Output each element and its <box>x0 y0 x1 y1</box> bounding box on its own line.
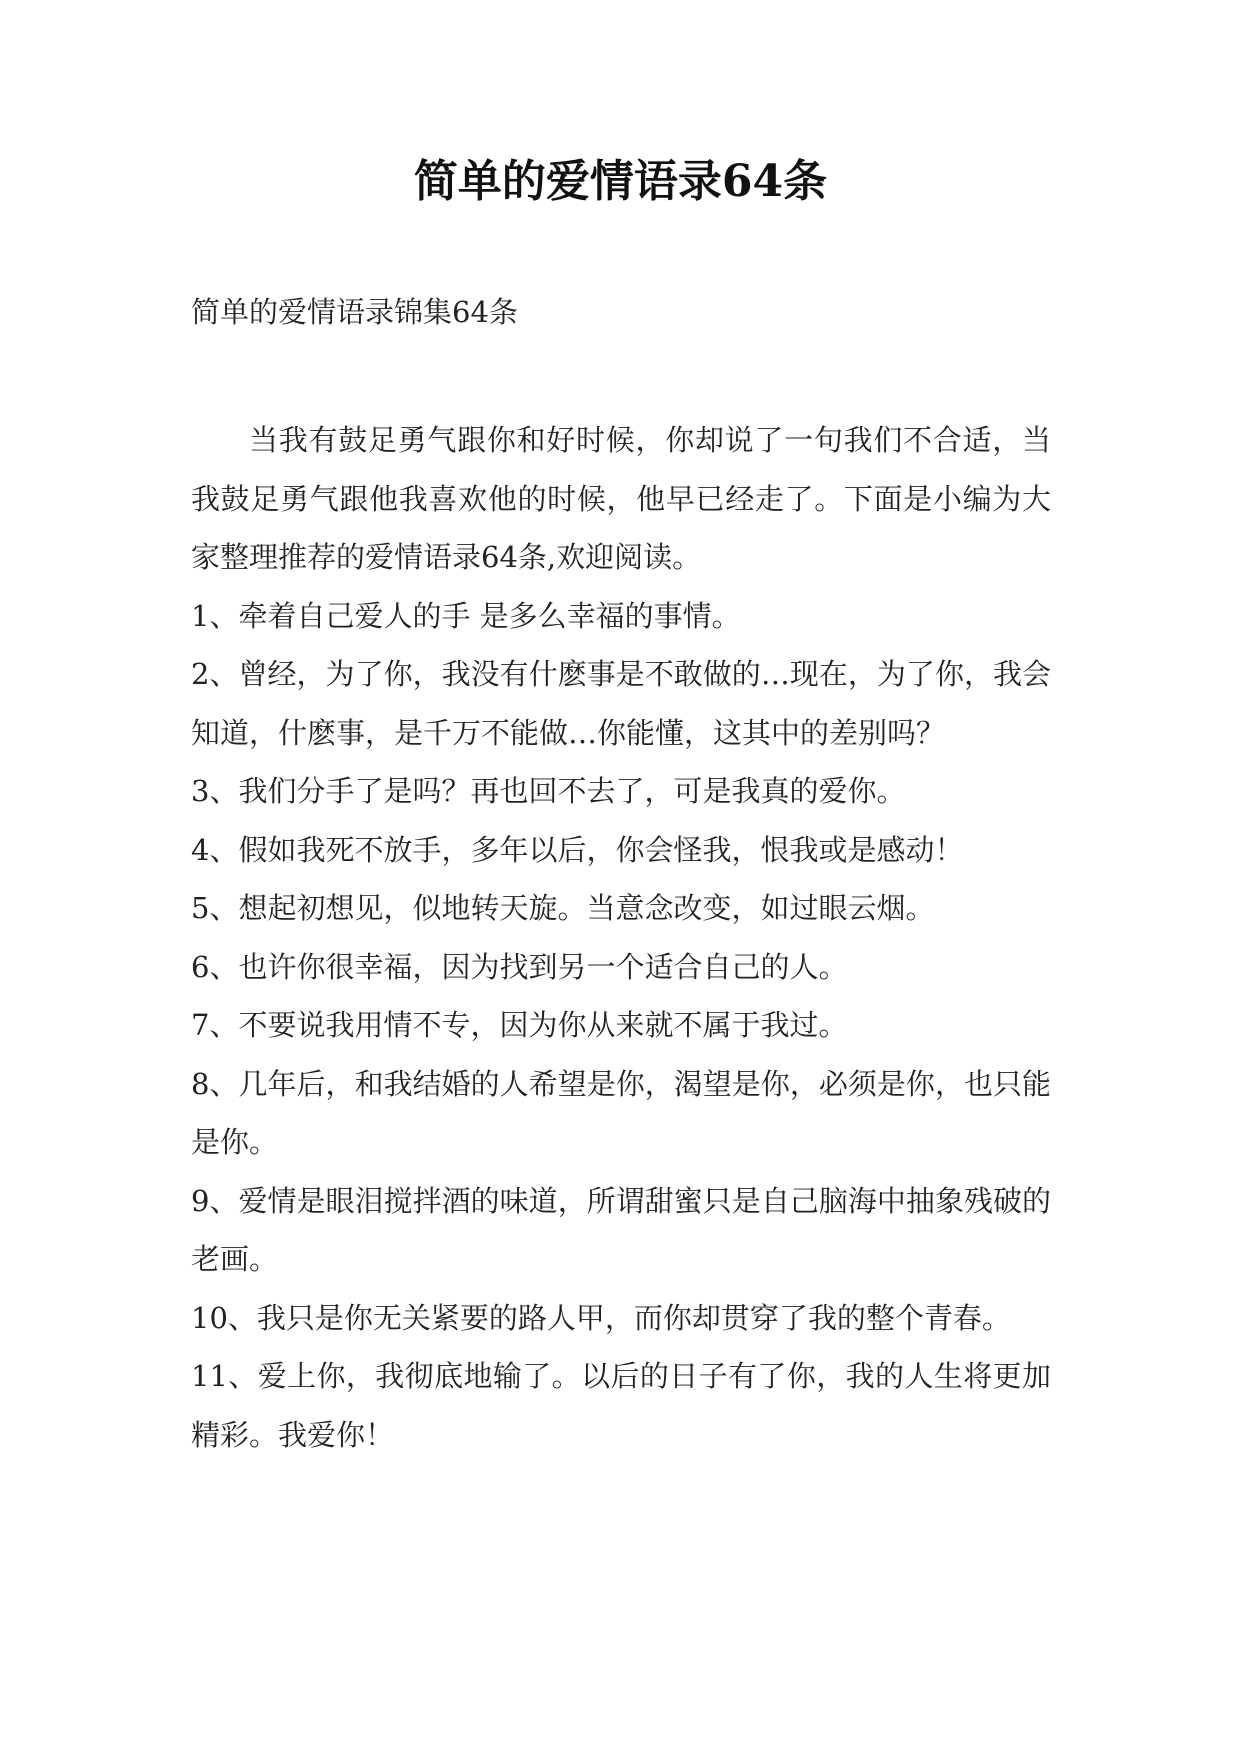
document-title: 简单的爱情语录64条 <box>413 156 828 207</box>
intro-paragraph: 当我有鼓足勇气跟你和好时候，你却说了一句我们不合适，当我鼓足勇气跟他我喜欢他的时候，他早已经走了。下面是小编为大家整理推荐的爱情语录64条,欢迎阅读。 <box>191 423 1051 574</box>
list-item-9: 9、爱情是眼泪搅拌酒的味道，所谓甜蜜只是自己脑海中抽象残破的老画。 <box>191 1183 1051 1276</box>
list-item-3: 3、我们分手了是吗？再也回不去了，可是我真的爱你。 <box>191 774 906 808</box>
document-subtitle: 简单的爱情语录锦集64条 <box>191 295 518 329</box>
list-item-6: 6、也许你很幸福，因为找到另一个适合自己的人。 <box>191 949 848 984</box>
list-item-5: 5、想起初想见，似地转天旋。当意念改变，如过眼云烟。 <box>191 891 935 925</box>
list-item-1: 1、牵着自己爱人的手 是多么幸福的事情。 <box>191 598 741 633</box>
list-item-10: 10、我只是你无关紧要的路人甲，而你却贯穿了我的整个青春。 <box>191 1300 1011 1335</box>
list-item-7: 7、不要说我用情不专，因为你从来就不属于我过。 <box>191 1008 848 1042</box>
list-item-8: 8、几年后，和我结婚的人希望是你，渴望是你，必须是你，也只能是你。 <box>191 1066 1051 1159</box>
list-item-4: 4、假如我死不放手，多年以后，你会怪我，恨我或是感动！ <box>191 832 964 867</box>
list-item-11: 11、爱上你，我彻底地输了。以后的日子有了你，我的人生将更加精彩。我爱你！ <box>191 1359 1051 1452</box>
list-item-2: 2、曾经，为了你，我没有什麽事是不敢做的…现在，为了你，我会知道，什麽事，是千万不能做…你能懂，这其中的差别吗？ <box>191 657 1051 750</box>
document-body <box>191 411 1051 1464</box>
